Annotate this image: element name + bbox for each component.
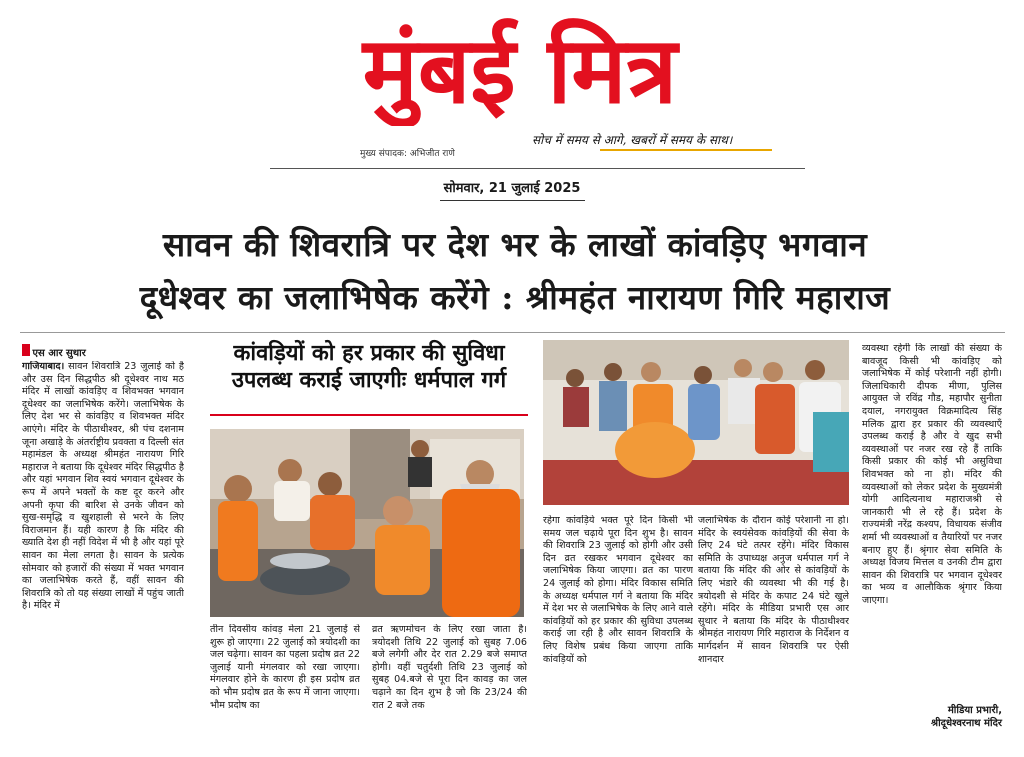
subhead-underline — [210, 414, 528, 416]
dateline: गाजियाबाद। — [22, 361, 65, 372]
signature — [900, 704, 1002, 730]
headline-divider — [20, 332, 1005, 333]
tagline-underline — [600, 149, 772, 151]
masthead-divider — [270, 168, 805, 169]
photo-press-meet — [543, 340, 849, 505]
article-column-5: जलाभिषेक के दौरान कोई परेशानी ना हो। मंदिर के स्वयंसेवक कांवड़ियों की सेवा के लिए 24 घंटे तत्पर रहेंगे। मंदिर विकास समिति के उपाध्यक्ष अनुज धर्मपाल गर्ग ने बताया कि मंदिर की ओर से कांवड़ियों के लिए भंडारे की व्यवस्था भी की गई है। त्रयोदशी से मंदिर के कपाट 24 घंटे खुले रहेंगे। मंदिर के मीडिया प्रभारी एस आर सुथार ने बताया कि मंदिर के पीठाधीश्वर श्रीमहंत नारायण गिरि महाराज के निर्देशन व मार्गदर्शन में सावन शिवरात्रि पर ऐसी शानदार — [698, 515, 849, 665]
headline-line-1: सावन की शिवरात्रि पर देश भर के लाखों कांवड़िए भगवान — [162, 225, 868, 264]
article-column-1 — [22, 361, 184, 751]
headline-line-2: दूधेश्वर का जलाभिषेक करेंगे : श्रीमहंत नारायण गिरि महाराज — [139, 278, 891, 317]
subhead-line-1: कांवड़ियों को हर प्रकार की सुविधा — [233, 340, 505, 366]
masthead-tagline: सोच में समय से आगे, खबरों में समय के साथ। — [532, 133, 733, 147]
article-column-2: तीन दिवसीय कांवड़ मेला 21 जुलाई से शुरू हो जाएगा। 22 जुलाई को त्रयोदशी का जल चढ़ेगा। सावन का पहला प्रदोष व्रत 22 जुलाई यानी मंगलवार को रखा जाएगा। मंगलवार होने के कारण ही इस प्रदोष व्रत को भौम प्रदोष व्रत के रूप में जाना जाएगा। भौम प्रदोष का — [210, 624, 360, 711]
subhead-line-2: उपलब्ध कराई जाएगीः धर्मपाल गर्ग — [231, 367, 507, 393]
subheadline — [210, 340, 528, 394]
issue-date: सोमवार, 21 जुलाई 2025 — [443, 181, 581, 196]
article-column-3: व्रत ऋणमोचन के लिए रखा जाता है। त्रयोदशी तिथि 22 जुलाई को सुबह 7.06 बजे लगेगी और देर रात 2.29 बजे समाप्त होगी। वहीं चतुर्दशी तिथि 23 जुलाई को सुबह 04.बजे से पूरा दिन कावड़ का जल चढ़ाने का दिन शुभ है जो कि 23/24 की रात 2 बजे तक — [372, 624, 527, 711]
photo-temple-ritual — [210, 429, 524, 617]
signature-role: मीडिया प्रभारी, — [947, 705, 1002, 716]
article-column-6: व्यवस्था रहेगी कि लाखों की संख्या के बावजूद किसी भी कांवड़िए को जलाभिषेक में कोई परेशानी नहीं होगी। जिलाधिकारी दीपक मीणा, पुलिस आयुक्त जे रविंद्र गौड, महापौर सुनीता दयाल, नगरायुक्त विक्रमादित्य सिंह मलिक द्वारा हर प्रकार की व्यवस्थाएँ उपलब्ध कराई है और वे खुद सभी व्यवस्थाओं पर नजर रख रहे हैं ताकि किसी प्रकार की कोई भी असुविधा शिवभक्त को ना हो। मंदिर की व्यवस्थाओं को लेकर प्रदेश के मुख्यमंत्री योगी आदित्यनाथ महाराजश्री से जानकारी भी ले रहे हैं। प्रदेश के राज्यमंत्री नरेंद्र कश्यप, विधायक संजीव शर्मा भी व्यवस्थाओं व तैयारियों पर नजर बनाए हुए हैं। श्रृंगार सेवा समिति के अध्यक्ष विजय मित्तल व उनकी टीम द्वारा सावन की शिवरात्रि पर भगवान दूधेश्वर का भव्य व आलौकिक श्रृंगार किया जाएगा। — [862, 343, 1002, 606]
editor-credit: मुख्य संपादक: अभिजीत राणे — [360, 149, 455, 159]
byline-name: एस आर सुथार — [32, 348, 86, 359]
signature-org: श्रीदूधेश्वरनाथ मंदिर — [930, 718, 1002, 729]
masthead-logo — [250, 6, 790, 126]
date-underline — [440, 200, 585, 201]
masthead-title: मुंबई मित्र — [362, 17, 678, 124]
article-column-4: रहेगा कांवड़िये भक्त पूरे दिन किसी भी समय जल चढ़ाये पूरा दिन शुभ है। सावन की शिवरात्रि 23 जुलाई को होगी और उसी दिन व्रत रखकर भगवान दूधेश्वर का जलाभिषेक किया जाएगा। व्रत का पारण 24 जुलाई को होगा। मंदिर विकास समिति के अध्यक्ष धर्मपाल गर्ग ने बताया कि मंदिर में देश भर से जलाभिषेक के लिए आने वाले कांवड़ियों को हर प्रकार की सुविधा उपलब्ध कराई जा रही है और सावन शिवरात्रि के लिए विशेष प्रबंध किया जाएगा ताकि कांवड़ियों को — [543, 515, 693, 665]
column-1-text: सावन शिवरात्रि 23 जुलाई को है और उस दिन सिद्धपीठ श्री दूधेश्वर नाथ मठ मंदिर में लाखों कांवड़िए व शिवभक्त भगवान दूधेश्वर का जलाभिषेक करेंगे। जलाभिषेक के लिए देश भर से कांवड़िए व शिवभक्त मंदिर आएंगे। मंदिर के पीठाधीश्वर, श्री पंच दशनाम जूना अखाड़े के अंतर्राष्ट्रीय प्रवक्ता व दिल्ली संत महामंडल के अध्यक्ष श्रीमहंत नारायण गिरि महाराज ने बताया कि दूधेश्वर मंदिर सिद्धपीठ है और यहां भगवान शिव स्वयं भगवान दूधेश्वर के रूप में अपने भक्तों के कष्ट दूर करने और अपनी कृपा की बारिश से उनके जीवन को सुख-समृद्धि व खुशहाली से भरने के लिए विराजमान हैं। यही कारण है कि मंदिर की ख्याति देश ही नहीं विदेश में भी है और यहां पूरे सावन का मेला लगता है। सावन के प्रत्येक सोमवार को हजारों की संख्या में भक्त भगवान का जलाभिषेक करते हैं, वहीं सावन की शिवरात्रि को तो यह संख्या लाखों में पहुंच जाती है। मंदिर में — [22, 361, 184, 612]
byline — [22, 345, 86, 359]
